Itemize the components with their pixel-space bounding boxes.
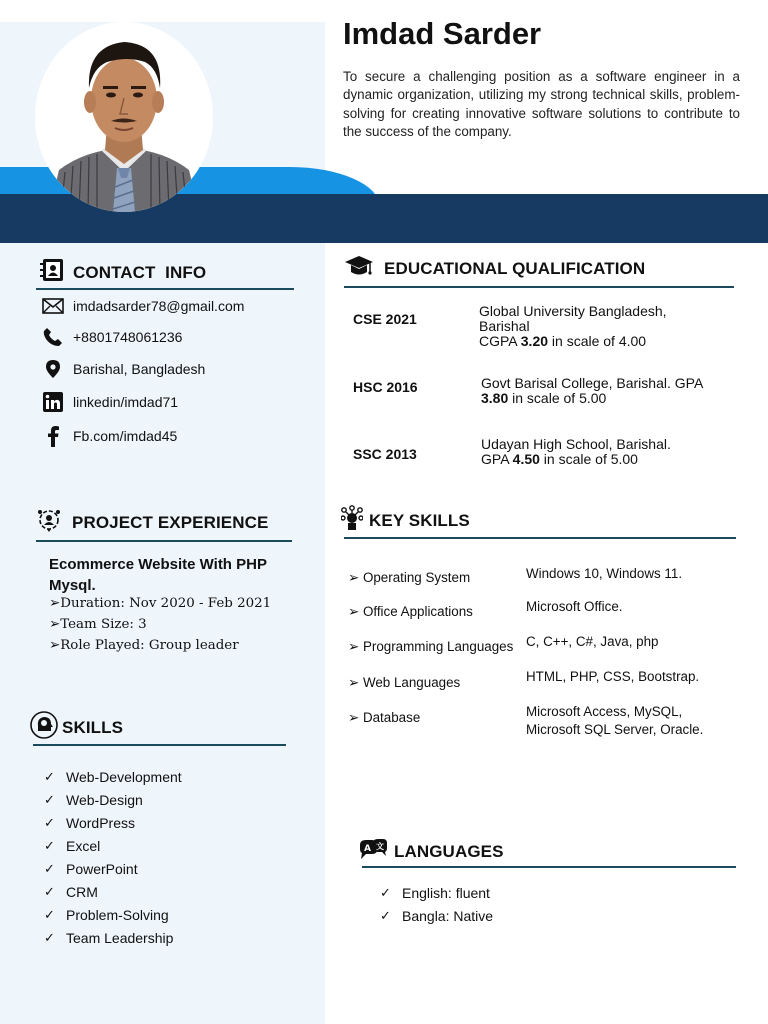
language-item <box>380 885 490 901</box>
education-section-title: EDUCATIONAL QUALIFICATION <box>384 258 646 278</box>
education-divider <box>344 286 734 288</box>
contact-linkedin <box>42 391 178 413</box>
checkmark-icon: ✓ <box>380 908 391 923</box>
project-duration: ➢Duration: Nov 2020 - Feb 2021 <box>49 596 272 611</box>
envelope-icon <box>42 295 64 317</box>
phone-icon <box>42 326 64 348</box>
contact-facebook <box>42 425 177 447</box>
skill-item-label: Web-Design <box>66 792 143 808</box>
education-section-header <box>344 254 645 283</box>
address-book-icon <box>39 258 65 287</box>
checkmark-icon: ✓ <box>380 885 391 900</box>
project-divider <box>36 540 292 542</box>
edu-score-value: 3.20 <box>520 333 549 349</box>
edu-institution-hsc: Govt Barisal College, Barishal. GPA <box>481 375 704 391</box>
contact-phone-text: +8801748061236 <box>73 329 183 345</box>
brain-head-icon <box>30 711 58 744</box>
skill-item <box>44 769 182 785</box>
key-skill-database-label: ➢ Database <box>348 710 421 725</box>
skills-tree-icon <box>341 505 363 536</box>
contact-location-text: Barishal, Bangladesh <box>73 361 206 377</box>
translate-bubbles-icon <box>358 837 388 866</box>
languages-section-header <box>358 837 504 866</box>
checkmark-icon: ✓ <box>44 930 55 945</box>
languages-section-title: LANGUAGES <box>394 841 504 861</box>
key-skill-os-label: ➢ Operating System <box>348 570 471 585</box>
skill-item-label: CRM <box>66 884 98 900</box>
edu-label-ssc: SSC 2013 <box>353 446 417 462</box>
skill-item <box>44 930 173 946</box>
edu-score-prefix: GPA <box>481 451 513 467</box>
edu-score-suffix: in scale of 4.00 <box>548 333 647 349</box>
contact-location <box>42 358 205 380</box>
language-item-label: Bangla: Native <box>402 908 494 924</box>
project-team-size: ➢Team Size: 3 <box>49 617 147 632</box>
profile-photo <box>35 22 213 212</box>
key-skill-programming-value: C, C++, C#, Java, php <box>526 634 659 649</box>
svg-text:文: 文 <box>376 842 384 851</box>
language-item-label: English: fluent <box>402 885 490 901</box>
project-title: Ecommerce Website With PHP Mysql. <box>49 556 267 594</box>
career-objective: To secure a challenging position as a software engineer in a dynamic organization, utilizing my strong technical skills, problem-solving for creating innovative software solutions to contribute to the success of the company. <box>343 69 740 140</box>
skill-item-label: Excel <box>66 838 101 854</box>
edu-score-value: 4.50 <box>512 451 540 467</box>
edu-score-suffix: in scale of 5.00 <box>508 390 607 406</box>
contact-linkedin-text[interactable]: linkedin/imdad71 <box>73 394 179 410</box>
edu-score-value: 3.80 <box>481 390 509 406</box>
svg-text:A: A <box>364 844 371 854</box>
key-skill-web-value: HTML, PHP, CSS, Bootstrap. <box>526 669 700 684</box>
languages-divider <box>362 866 736 868</box>
contact-phone <box>42 326 182 348</box>
checkmark-icon: ✓ <box>44 861 55 876</box>
edu-institution-cse: Global University Bangladesh, Barishal <box>479 303 667 334</box>
edu-score-line-hsc <box>481 391 721 406</box>
skills-divider <box>33 744 286 746</box>
checkmark-icon: ✓ <box>44 838 55 853</box>
skill-item <box>44 815 135 831</box>
skill-item-label: WordPress <box>66 815 135 831</box>
key-skills-section-title: KEY SKILLS <box>369 510 470 530</box>
contact-section-title: CONTACT INFO <box>73 262 207 282</box>
contact-section-header <box>39 258 206 287</box>
graduation-cap-icon <box>344 254 374 283</box>
location-pin-icon <box>42 358 64 380</box>
key-skill-office-value: Microsoft Office. <box>526 599 623 614</box>
key-skills-section-header <box>341 505 470 536</box>
candidate-name: Imdad Sarder <box>343 16 542 51</box>
checkmark-icon: ✓ <box>44 907 55 922</box>
skill-item <box>44 884 98 900</box>
skill-item-label: PowerPoint <box>66 861 138 877</box>
skill-item <box>44 907 169 923</box>
project-gears-icon <box>36 508 62 537</box>
skill-item <box>44 792 143 808</box>
edu-score-line-ssc <box>481 452 721 467</box>
skills-section-title: SKILLS <box>62 717 124 737</box>
facebook-icon <box>42 425 64 447</box>
checkmark-icon: ✓ <box>44 792 55 807</box>
linkedin-icon <box>42 391 64 413</box>
skill-item <box>44 838 100 854</box>
key-skills-divider <box>344 537 736 539</box>
edu-label-cse: CSE 2021 <box>353 311 417 327</box>
key-skill-os-value: Windows 10, Windows 11. <box>526 566 683 581</box>
key-skill-web-label: ➢ Web Languages <box>348 675 461 690</box>
project-section-title: PROJECT EXPERIENCE <box>72 512 269 532</box>
key-skill-database-value: Microsoft Access, MySQL, Microsoft SQL Server, Oracle. <box>526 704 704 737</box>
edu-score-suffix: in scale of 5.00 <box>539 451 638 467</box>
key-skill-office-label: ➢ Office Applications <box>348 604 473 619</box>
edu-score-prefix: CGPA <box>479 333 521 349</box>
checkmark-icon: ✓ <box>44 884 55 899</box>
skill-item <box>44 861 138 877</box>
checkmark-icon: ✓ <box>44 769 55 784</box>
skills-section-header <box>30 711 123 744</box>
language-item <box>380 908 493 924</box>
edu-label-hsc: HSC 2016 <box>353 379 418 395</box>
contact-email <box>42 295 244 317</box>
project-role: ➢Role Played: Group leader <box>49 638 239 653</box>
checkmark-icon: ✓ <box>44 815 55 830</box>
skill-item-label: Problem-Solving <box>66 907 169 923</box>
edu-score-line-cse <box>479 334 719 349</box>
edu-institution-ssc: Udayan High School, Barishal. <box>481 436 671 452</box>
contact-email-text: imdadsarder78@gmail.com <box>73 298 245 314</box>
skill-item-label: Web-Development <box>66 769 182 785</box>
skill-item-label: Team Leadership <box>66 930 174 946</box>
edu-detail-hsc <box>481 376 721 406</box>
contact-facebook-text[interactable]: Fb.com/imdad45 <box>73 428 178 444</box>
edu-detail-ssc <box>481 437 721 467</box>
contact-divider <box>36 288 294 290</box>
edu-detail-cse <box>479 304 719 349</box>
project-section-header <box>36 508 268 537</box>
key-skill-programming-label: ➢ Programming Languages <box>348 639 514 654</box>
